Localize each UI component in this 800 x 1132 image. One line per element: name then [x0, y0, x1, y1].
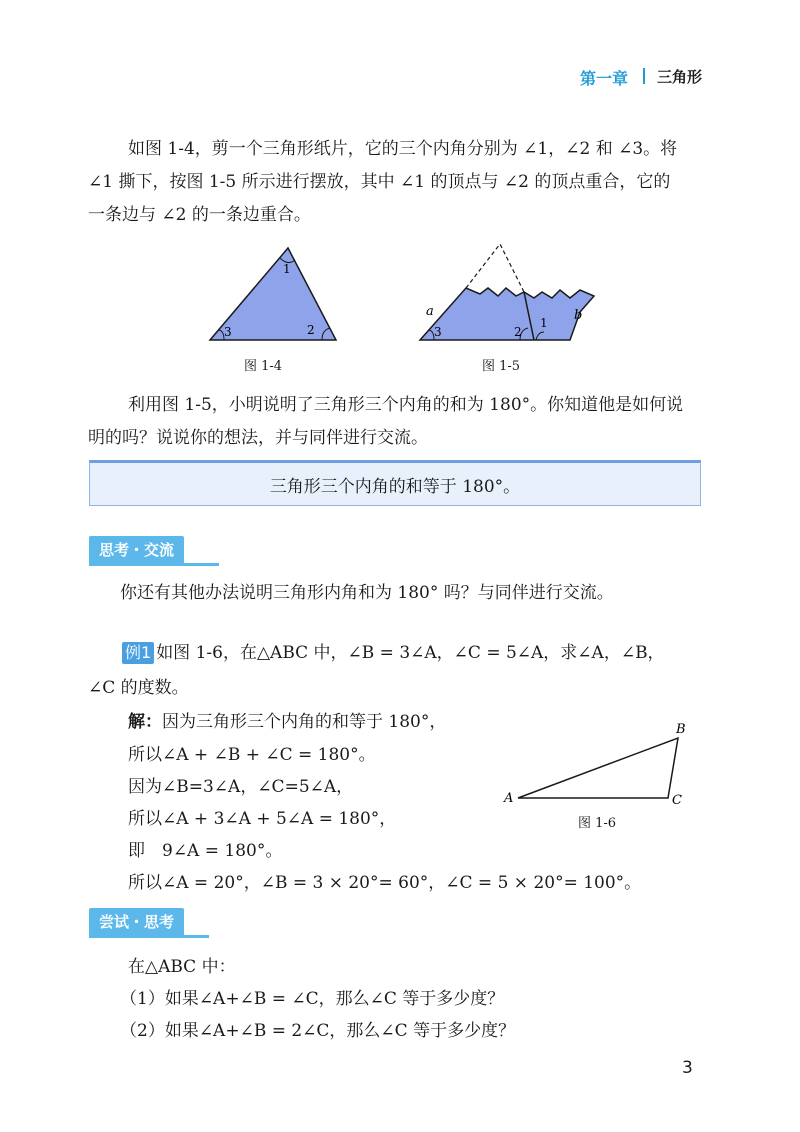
discussion-line-1: 利用图 1-5，小明说明了三角形三个内角的和为 180°。你知道他是如何说 — [128, 395, 684, 415]
try-question-1: （1）如果∠A+∠B = ∠C，那么∠C 等于多少度？ — [120, 989, 505, 1009]
vertex-label-a: A — [504, 791, 514, 806]
solution-text-1: 因为三角形三个内角的和等于 180°， — [162, 712, 447, 732]
solution-line-1 — [128, 707, 446, 732]
example-badge: 例1 — [122, 642, 154, 664]
figure-1-4-caption: 图 1-4 — [244, 359, 283, 374]
solution-line-6: 所以∠A = 20°，∠B = 3 × 20°= 60°，∠C = 5 × 20°= 100°。 — [128, 873, 642, 893]
chapter-label: 第一章 — [580, 69, 629, 88]
solution-line-2: 所以∠A + ∠B + ∠C = 180°。 — [128, 745, 376, 765]
try-think-tag: 尝试・思考 — [89, 908, 184, 936]
intro-line-2: ∠1 撕下，按图 1-5 所示进行摆放，其中 ∠1 的顶点与 ∠2 的顶点重合，它的 — [88, 172, 671, 192]
theorem-box — [89, 460, 701, 506]
vertex-label-b: B — [676, 722, 686, 737]
label-angle-1: 1 — [283, 262, 291, 276]
triangle-abc — [518, 738, 678, 798]
label-angle-1: 1 — [540, 316, 548, 330]
solution-label: 解： — [128, 712, 162, 732]
solution-line-4: 所以∠A + 3∠A + 5∠A = 180°， — [128, 809, 397, 829]
parallelogram-shape — [420, 288, 594, 340]
dashed-triangle — [466, 244, 524, 292]
example-line-1 — [122, 638, 665, 664]
intro-line-3: 一条边与 ∠2 的一条边重合。 — [88, 205, 311, 225]
try-intro: 在△ABC 中： — [128, 957, 236, 977]
chapter-title: 三角形 — [657, 68, 703, 86]
page-number: 3 — [682, 1058, 693, 1078]
label-side-a: a — [426, 304, 434, 319]
figure-1-6 — [500, 718, 700, 808]
tag-underline — [89, 935, 209, 938]
solution-line-5: 即 9∠A = 180°。 — [128, 841, 283, 861]
think-discuss-tag: 思考・交流 — [89, 536, 184, 564]
label-angle-3: 3 — [224, 325, 232, 339]
label-angle-2: 2 — [514, 325, 522, 339]
figure-1-5-caption: 图 1-5 — [482, 359, 521, 374]
try-question-2: （2）如果∠A+∠B = 2∠C，那么∠C 等于多少度？ — [120, 1021, 516, 1041]
example-question: 如图 1-6，在△ABC 中，∠B = 3∠A，∠C = 5∠A，求∠A，∠B， — [156, 643, 665, 663]
label-side-b: b — [574, 308, 583, 323]
intro-line-1: 如图 1-4，剪一个三角形纸片，它的三个内角分别为 ∠1，∠2 和 ∠3。将 — [128, 139, 678, 159]
label-angle-2: 2 — [307, 323, 315, 337]
label-angle-3: 3 — [434, 325, 442, 339]
figure-1-4 — [200, 240, 350, 350]
theorem-text: 三角形三个内角的和等于 180°。 — [269, 476, 521, 497]
solution-line-3: 因为∠B=3∠A，∠C=5∠A， — [128, 777, 354, 797]
tag-underline — [89, 563, 219, 566]
discussion-line-2: 明的吗？说说你的想法，并与同伴进行交流。 — [88, 428, 428, 448]
vertex-label-c: C — [672, 793, 682, 808]
figure-1-5 — [410, 240, 610, 350]
figure-1-6-caption: 图 1-6 — [578, 816, 617, 831]
think-text: 你还有其他办法说明三角形内角和为 180° 吗？与同伴进行交流。 — [120, 583, 614, 603]
header-divider — [643, 68, 645, 84]
example-line-2: ∠C 的度数。 — [88, 678, 189, 698]
